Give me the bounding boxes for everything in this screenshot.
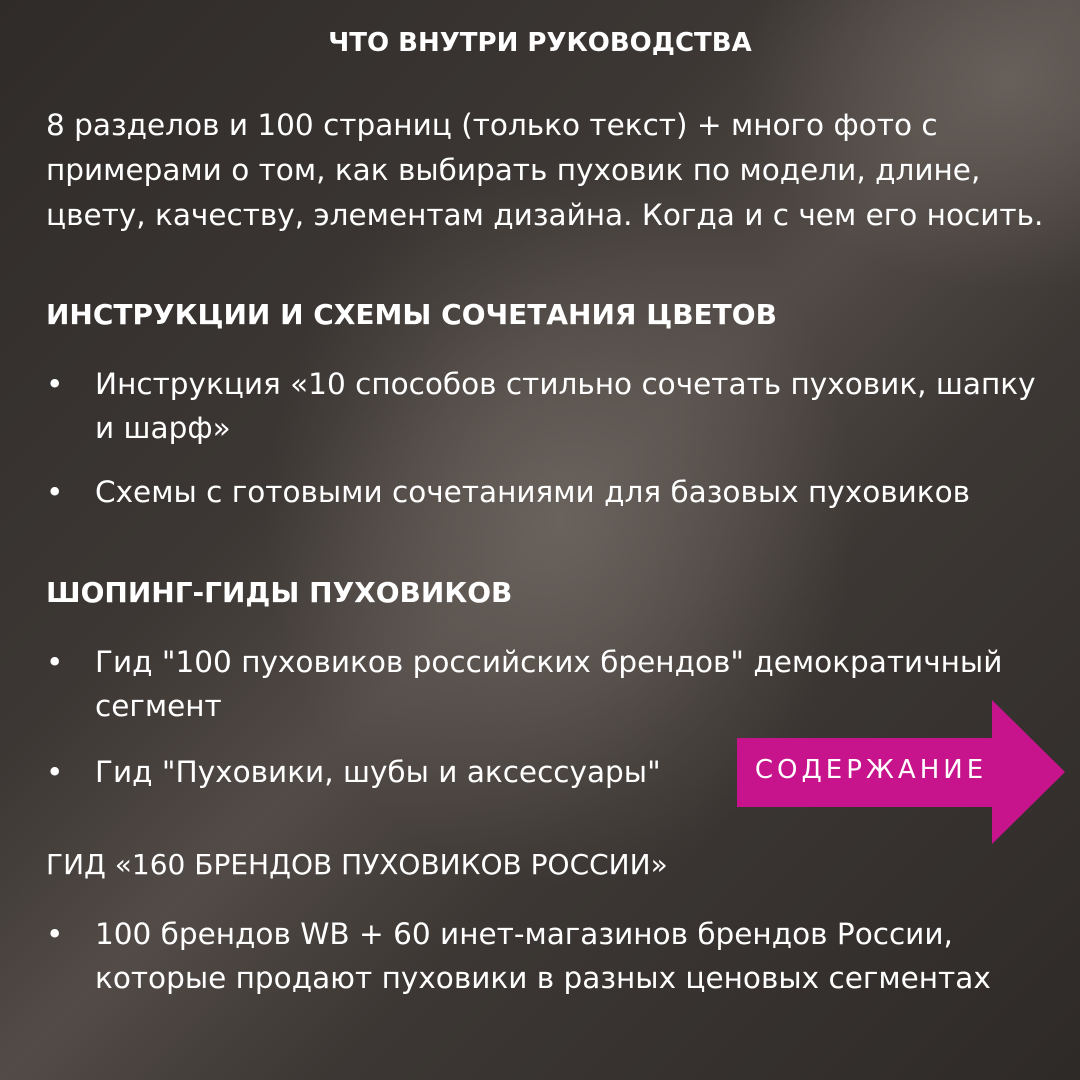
list-item-text: Гид "Пуховики, шубы и аксессуары" bbox=[95, 755, 661, 789]
intro-paragraph: 8 разделов и 100 страниц (только текст) + много фото с примерами о том, как выбирать пуховик по модели, длине, цвету, качеству, элементам дизайна. Когда и с чем его носить. bbox=[46, 108, 1044, 232]
section-title-shopping-guides: ШОПИНГ-ГИДЫ ПУХОВИКОВ bbox=[46, 576, 513, 609]
bullet-icon: • bbox=[46, 755, 64, 789]
bullet-icon: • bbox=[46, 645, 64, 679]
bullet-icon: • bbox=[46, 917, 64, 951]
list-item-text: Гид "100 пуховиков российских брендов" демократичный сегмент bbox=[95, 645, 1003, 723]
list-item-text: 100 брендов WB + 60 инет-магазинов брендов России, которые продают пуховики в разных ценовых сегментах bbox=[95, 917, 991, 995]
contents-arrow-button[interactable] bbox=[737, 700, 1067, 845]
section-title-brands-guide: ГИД «160 БРЕНДОВ ПУХОВИКОВ РОССИИ» bbox=[46, 848, 668, 881]
page-title: ЧТО ВНУТРИ РУКОВОДСТВА bbox=[328, 28, 752, 58]
list-item-text: Схемы с готовыми сочетаниями для базовых пуховиков bbox=[95, 475, 971, 509]
section-title-color-schemes: ИНСТРУКЦИИ И СХЕМЫ СОЧЕТАНИЯ ЦВЕТОВ bbox=[46, 298, 777, 331]
contents-button-label: СОДЕРЖАНИЕ bbox=[754, 755, 988, 785]
bullet-icon: • bbox=[46, 475, 64, 509]
list-item-text: Инструкция «10 способов стильно сочетать пуховик, шапку и шарф» bbox=[95, 367, 1036, 445]
bullet-icon: • bbox=[46, 367, 64, 401]
